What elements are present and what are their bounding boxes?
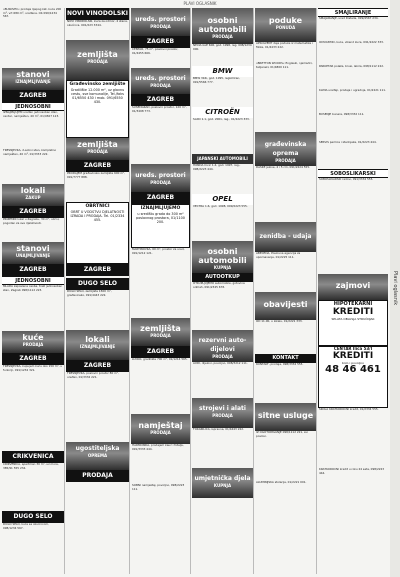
- section-photo-namjestaj: namještaj PRODAJA: [131, 414, 190, 444]
- section-head-zagreb: ZAGREB: [131, 36, 190, 48]
- brand-logo-bmw: BMW: [192, 66, 253, 77]
- ad-text: APSOLVENT daje poduke iz matematike i fizike, 01/4433 222.: [256, 42, 313, 49]
- page-header-strip: PLAVI OGLASNIK: [183, 1, 217, 6]
- section-head-zagreb: ZAGREB: [2, 353, 64, 365]
- ad-text: TREŠNJEVKA, poslovni prostor 80 m², uređen, 01/3332 221.: [67, 372, 119, 379]
- section-head-zagreb: ZAGREB: [66, 160, 129, 172]
- display-ad-obrtnici: OBRTNICI OBRT U VODSTVU DJELATNOSTI IZRADA I PRODAJA. Tel. 01/2334 455.: [66, 202, 129, 264]
- ad-text: LUČKO, gradilište 700 m², 01/1214 565.: [132, 358, 188, 361]
- section-head-zagreb: ZAGREB: [2, 206, 64, 218]
- section-photo-obavijesti: obavijesti: [255, 292, 316, 320]
- ad-text: »BUKOVEC« prodaja lijepog kat. kuće 200 m², vrt 680 m², uređena. Ob 099/1234 567.: [3, 8, 62, 19]
- ad-text: CRIKVENICA, apartman 30 m², uz more, 385/91 555 234.: [3, 463, 59, 470]
- ad-text: PRIZEMNI lokal u Zagrebu, 30 m², ulični, pogodan za sve djelatnosti.: [3, 218, 60, 225]
- ad-text: BMW 316i, god. 1995, registriran, 091/5566 777.: [193, 77, 241, 84]
- ad-text: DASKE jelove, 4 i 5 cm, 091/2224 555.: [256, 166, 310, 169]
- ad-text: KONTAKT, prodaja, 098/3334 555.: [256, 363, 304, 366]
- side-strip: Plavi oglasnik: [390, 0, 400, 577]
- section-photo-poduke: poduke PONUDA: [255, 8, 316, 42]
- ad-text: ALUMINIJSKA stolarija, 01/2221 001.: [256, 481, 307, 484]
- ad-text: VECTRA 1.6, god. 1998, 099/2223 555.: [193, 205, 248, 208]
- section-photo-zenidba: zenidba - udaja: [255, 222, 316, 252]
- brand-logo-opel: OPEL: [192, 194, 253, 205]
- display-ad-hipotekarni-krediti: HIPOTEKARNI KREDITI SPLATA OBAVLJA STRUČNJAK: [318, 300, 388, 346]
- ad-text: NEXIA GLE 606, god. 1998, reg. 098/1234 000.: [193, 44, 252, 51]
- ad-text: IZ OGOTOPAVANJE 098/1112 221, svi poslovi.: [256, 431, 308, 438]
- ad-text: DUGO SELO, kuća sa okućnicom, 098/1234 567.: [3, 523, 49, 530]
- ad-text: SOBNI namještaj, povoljno, 098/2223 111.: [132, 484, 185, 491]
- section-head-japanski: JAPANSKI AUTOMOBILI: [192, 154, 253, 164]
- ad-text: ODVOZIMO, kuće, vikend kuće, 091/2222 333.: [319, 41, 384, 44]
- section-head-dugo-selo: DUGO SELO: [66, 278, 129, 290]
- section-head-zagreb: ZAGREB: [66, 360, 129, 372]
- section-photo-rezervni-dijelovi: rezervni auto-dijelovi PRODAJA: [192, 330, 253, 362]
- section-photo-stanovi: stanovi IZNAJMLJIVANJE: [2, 68, 64, 90]
- section-head-zagreb: ZAGREB: [2, 90, 64, 102]
- display-ad-iznajmljujemo: IZNAJMLJUJEMO u središtu grada do 300 m² poslovnog prostora, 01/1100 200.: [131, 204, 190, 248]
- section-photo-stanovi: stanovi UNAJMLJIVANJE: [2, 242, 64, 264]
- ad-text: SMAJLIRANJE, ured Distella, 099/4567 234.: [319, 17, 379, 20]
- section-photo-zajmovi: zajmovi: [318, 274, 388, 300]
- brand-logo-citroen: CITROËN: [192, 107, 253, 118]
- ad-text: BUŠENJE bunara, 098/3332 111.: [319, 113, 365, 116]
- ad-text: SUSEDGRAD, poslovni prostor, 120 m², 01/3498 773.: [132, 106, 187, 113]
- section-head-zagreb: ZAGREB: [131, 346, 190, 358]
- ad-text: SERVIS perilica i štednjaka, 01/2223 444.: [319, 141, 377, 144]
- ad-text: TREŠNJEVKA, 2-sobni stan, kompletno namješten, 40 m², 01/3333 222.: [3, 149, 57, 156]
- sub-head-jednosobni: JEDNOSOBNI: [2, 276, 64, 285]
- section-head-autootkup: AUTOOTKUP: [192, 273, 253, 282]
- ad-text: DUGO SELO, zemljište 1500 m², građevinsko, 091/4443 222.: [67, 290, 112, 297]
- ad-text: TOKARILICA, ispravna, 01/4443 222.: [193, 428, 244, 431]
- sub-head-smajliranje: SMAJLIRANJE: [318, 8, 388, 17]
- ad-text: PRODAJEM građevinsko zemljište 600 m², 091/7777 888.: [67, 172, 126, 179]
- ad-text: IZNAJMLJUJEM uređen jednosoban stan, centar, namješten, 40 m², 01/4567 123.: [3, 111, 60, 118]
- column-6: [318, 8, 388, 574]
- display-ad-krediti-centar: CENTAR Ilica 53/I KREDITI brzo i povoljno 48 46 461: [318, 346, 388, 408]
- column-1: [2, 8, 65, 574]
- section-photo-uredski: ureds. prostori PRODAJA: [131, 164, 190, 192]
- ad-text: OTKUPLJUJEMO automobile, gotovina odmah, 091/2345 678.: [193, 282, 245, 289]
- sub-head-jednosobni: JEDNOSOBNI: [2, 102, 64, 111]
- section-photo-strojevi: strojevi i alati PRODAJA: [192, 398, 253, 428]
- ad-text: SAXO 1.1, god. 2001, reg., 01/2223 333.: [193, 118, 250, 121]
- ad-text: PARKETAR polaže, brusi, lakira, 098/1112 222.: [319, 65, 384, 68]
- sub-head-soboslikarski: SOBOSLIKARSKI: [318, 169, 388, 178]
- section-photo-uredski: ureds. prostori PRODAJA: [131, 68, 190, 94]
- section-head-zagreb: ZAGREB: [131, 192, 190, 204]
- phone-number: 48 46 461: [325, 364, 381, 375]
- section-photo-kuce: kuće PRODAJA: [2, 331, 64, 353]
- ad-text: ABECEDA, Poslovna agencija za upoznavanje, 01/2225 111.: [256, 252, 301, 259]
- ad-text: KRATKOROČNI kredit u roku 24 sata, 098/2223 444.: [319, 468, 385, 475]
- section-photo-lokali: lokali IZNAJMLJIVANJE: [66, 330, 129, 360]
- ad-text: AUDI, dijelovi, povoljno, 098/3212 111.: [193, 362, 248, 365]
- ad-text: MLADA zaposlena osoba, traži jednosoban stan, Zagreb 098/1112 223.: [3, 285, 63, 292]
- section-photo-zemljista: zemljišta PRODAJA: [66, 40, 129, 80]
- section-photo-zemljista: zemljišta PRODAJA: [131, 318, 190, 346]
- section-photo-uredski: ureds. prostori PRODAJA: [131, 8, 190, 36]
- ad-text: HONDA Civic 1.4, god. 1997, reg., 098/2223 444.: [193, 164, 241, 171]
- display-ad-gradiliste: Građevinsko zemljište Gradilište 12.000 m², uz glavnu cestu, sve komunalije, Tel./faks 01/6550 430 i mob. 091/6550 430.: [66, 80, 129, 138]
- ad-text: OD 11.00, u lokalu, 01/2221 333.: [256, 320, 303, 323]
- section-photo-zemljista: zemljišta PRODAJA: [66, 138, 129, 160]
- ad-text: NOVI VINODOLSKI, kuća za odmor, 4 stana, okućnica. 091/223 3344.: [67, 20, 128, 27]
- section-head-zagreb: ZAGREB: [2, 264, 64, 276]
- section-head-crikvenica: CRIKVENICA: [2, 451, 64, 463]
- section-head-zagreb: ZAGREB: [131, 94, 190, 106]
- section-head-dugo-selo: DUGO SELO: [2, 511, 64, 523]
- section-photo-sitne-usluge: sitne usluge: [255, 403, 316, 431]
- section-head-novi-vinodolski: NOVI VINODOLSKI: [66, 8, 129, 20]
- column-2: [66, 8, 130, 574]
- ad-text: HARMONIKA, prodajem kauč i fotelju, 091/3333 444.: [132, 444, 185, 451]
- section-head-zagreb: ZAGREB: [66, 264, 129, 276]
- section-photo-gradevinska-oprema: građevinska oprema PRODAJA: [255, 132, 316, 166]
- ad-text: »BRETTON WOODS« Engleski, njemački, talijanski, 01/4800 111.: [256, 62, 313, 69]
- ad-text: MARTINOVKA, 60 m², prostor za ured, 091/1212 121.: [132, 248, 185, 255]
- section-head-prodaja: PRODAJA: [66, 470, 129, 482]
- ad-text: SOBOSLIKARSKI radovi, 091/3334 555.: [319, 178, 374, 181]
- column-3: [131, 8, 191, 574]
- ad-text: KLIMA uređaji, prodaja i ugradnja, 01/2221 111.: [319, 89, 386, 92]
- ad-text: ŠKOLA KRATKOROČNI kredit, 01/2334 555.: [319, 408, 379, 411]
- section-photo-umjetnicka-djela: umjetnička djela KUPNJA: [192, 468, 253, 498]
- section-photo-ugostiteljska: ugostiteljska OPREMA: [66, 442, 129, 470]
- ad-text: TREŠNJEVKA, kupujem kuću oko 150 m², u funkciji, 091/1234 321.: [3, 365, 63, 372]
- column-5: [255, 8, 317, 574]
- section-photo-lokali: lokali ZAKUP: [2, 184, 64, 206]
- section-photo-osobni-automobili: osobni automobili PRODAJA: [192, 8, 253, 44]
- column-4: [192, 8, 254, 574]
- ad-text: CENTAR, 75 m², poslovni prostor, 01/4455 666.: [132, 48, 179, 55]
- section-photo-osobni-automobili: osobni automobili KUPNJA: [192, 241, 253, 273]
- section-head-kontakt: KONTAKT: [255, 354, 316, 363]
